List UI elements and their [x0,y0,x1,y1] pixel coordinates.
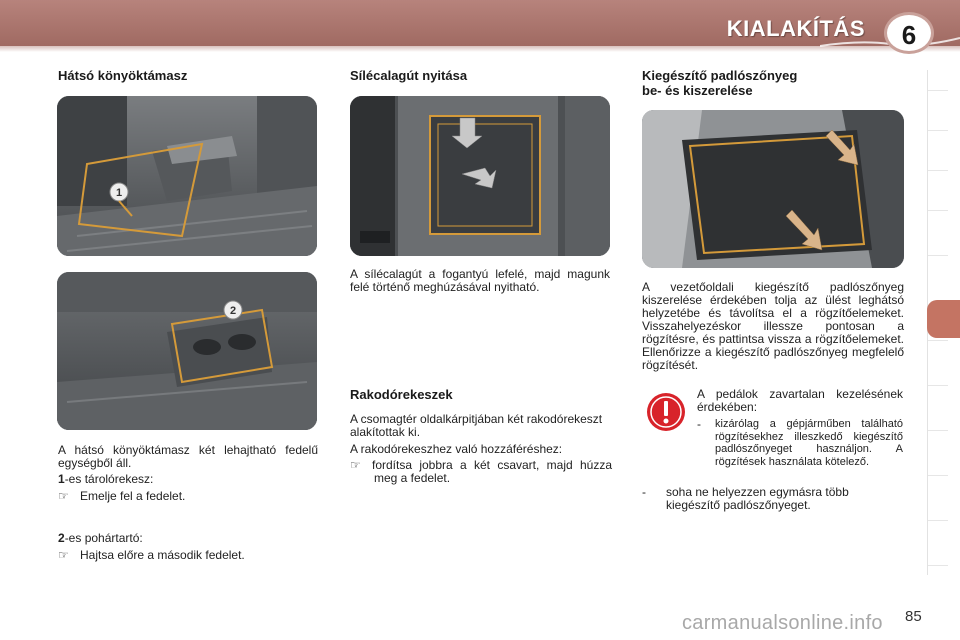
storage-text: A csomagtér oldalkárpitjában két rakodórekeszt alakítottak ki. [350,412,603,439]
side-tab-divider [928,430,948,431]
side-tab-divider [928,210,948,211]
side-tab-divider [928,170,948,171]
ski-tunnel-illustration [350,96,610,256]
item2-label-text: -es pohártartó: [64,531,143,545]
item2-instruction [58,549,318,562]
callout-2: 2 [229,305,237,317]
side-tab-divider [928,385,948,386]
watermark: carmanualsonline.info [682,612,883,634]
floor-mat-instructions: A vezetőoldali kiegészítő padlószőnyeg kiszerelése érdekében tolja az ülést leghátsó helyzetébe és távolítsa el a rögzítőelemeket. Visszahelyezéskor illessze pontosan a rögzítésre, és pattintsa vissza a rögzítőelemeket. Ellenőrizze a kiegészítő padlószőnyeg megfelelő rögzítését. [642,280,904,372]
storage-instruction-text: fordítsa jobbra a két csavart, majd húzza meg a fedelet. [372,458,612,485]
ski-tunnel-photo [350,96,610,256]
chapter-number-badge [884,12,934,54]
side-tab-active-chapter[interactable] [927,300,960,338]
armrest-cupholder-illustration [57,272,317,430]
item1-label-text: -es tárolórekesz: [64,472,154,486]
warning-intro-text: A pedálok zavartalan kezelésének érdekében: [697,387,903,414]
side-tab-divider [928,475,948,476]
floor-mat-heading-line2: be- és kiszerelése [642,83,753,98]
page-number: 85 [905,608,922,625]
warning-item-2 [642,486,904,512]
item1-number: 1 [58,472,65,486]
pointing-finger-icon: ☞ [350,458,361,472]
section-heading-storage: Rakodórekeszek [350,387,453,402]
item2-label [58,532,318,545]
dash-marker: - [697,417,701,431]
side-tab-divider [928,340,948,341]
callout-1: 1 [115,187,123,199]
side-tab-divider [928,520,948,521]
item1-instruction-text: Emelje fel a fedelet. [80,489,186,503]
section-heading-ski-tunnel: Sílécalagút nyitása [350,68,468,83]
chapter-title: KIALAKÍTÁS [726,16,865,41]
item1-instruction [58,490,318,503]
armrest-storage-illustration [57,96,317,256]
floor-mat-heading-line1: Kiegészítő padlószőnyeg [642,68,798,83]
warning-item-1 [697,418,903,468]
chapter-number: 6 [901,20,917,50]
section-heading-floor-mat [642,68,797,98]
exclamation-warning-icon [646,392,686,432]
item2-instruction-text: Hajtsa előre a második fedelet. [80,548,245,562]
storage-instruction [350,459,612,485]
storage-access-text: A rakodórekeszhez való hozzáféréshez: [350,442,563,456]
item1-label [58,473,318,486]
floor-mat-photo [642,110,904,268]
ski-tunnel-text: A sílécalagút a fogantyú lefelé, majd magunk felé történő meghúzásával nyitható. [350,267,610,294]
armrest-storage-photo [57,96,317,256]
header-shadow [0,46,960,52]
pointing-finger-icon: ☞ [58,548,69,562]
side-tab-divider [928,565,948,566]
pointing-finger-icon: ☞ [58,489,69,503]
warning-item-2-text: soha ne helyezzen egymásra több kiegészítő padlószőnyeget. [666,485,849,512]
armrest-intro-text: A hátsó könyöktámasz két lehajtható fedelű egységből áll. [58,443,318,470]
dash-marker: - [642,485,646,499]
floor-mat-illustration [642,110,904,268]
section-heading-rear-armrest: Hátsó könyöktámasz [58,68,188,83]
item2-number: 2 [58,531,65,545]
side-tab-divider [928,130,948,131]
side-tab-divider [928,255,948,256]
side-tab-divider [928,90,948,91]
warning-item-1-text: kizárólag a gépjárműben található rögzítésekhez illeszkedő kiegészítő padlószőnyeget használjon. A rögzítések használata kötelező. [715,418,903,468]
armrest-cupholder-photo [57,272,317,430]
